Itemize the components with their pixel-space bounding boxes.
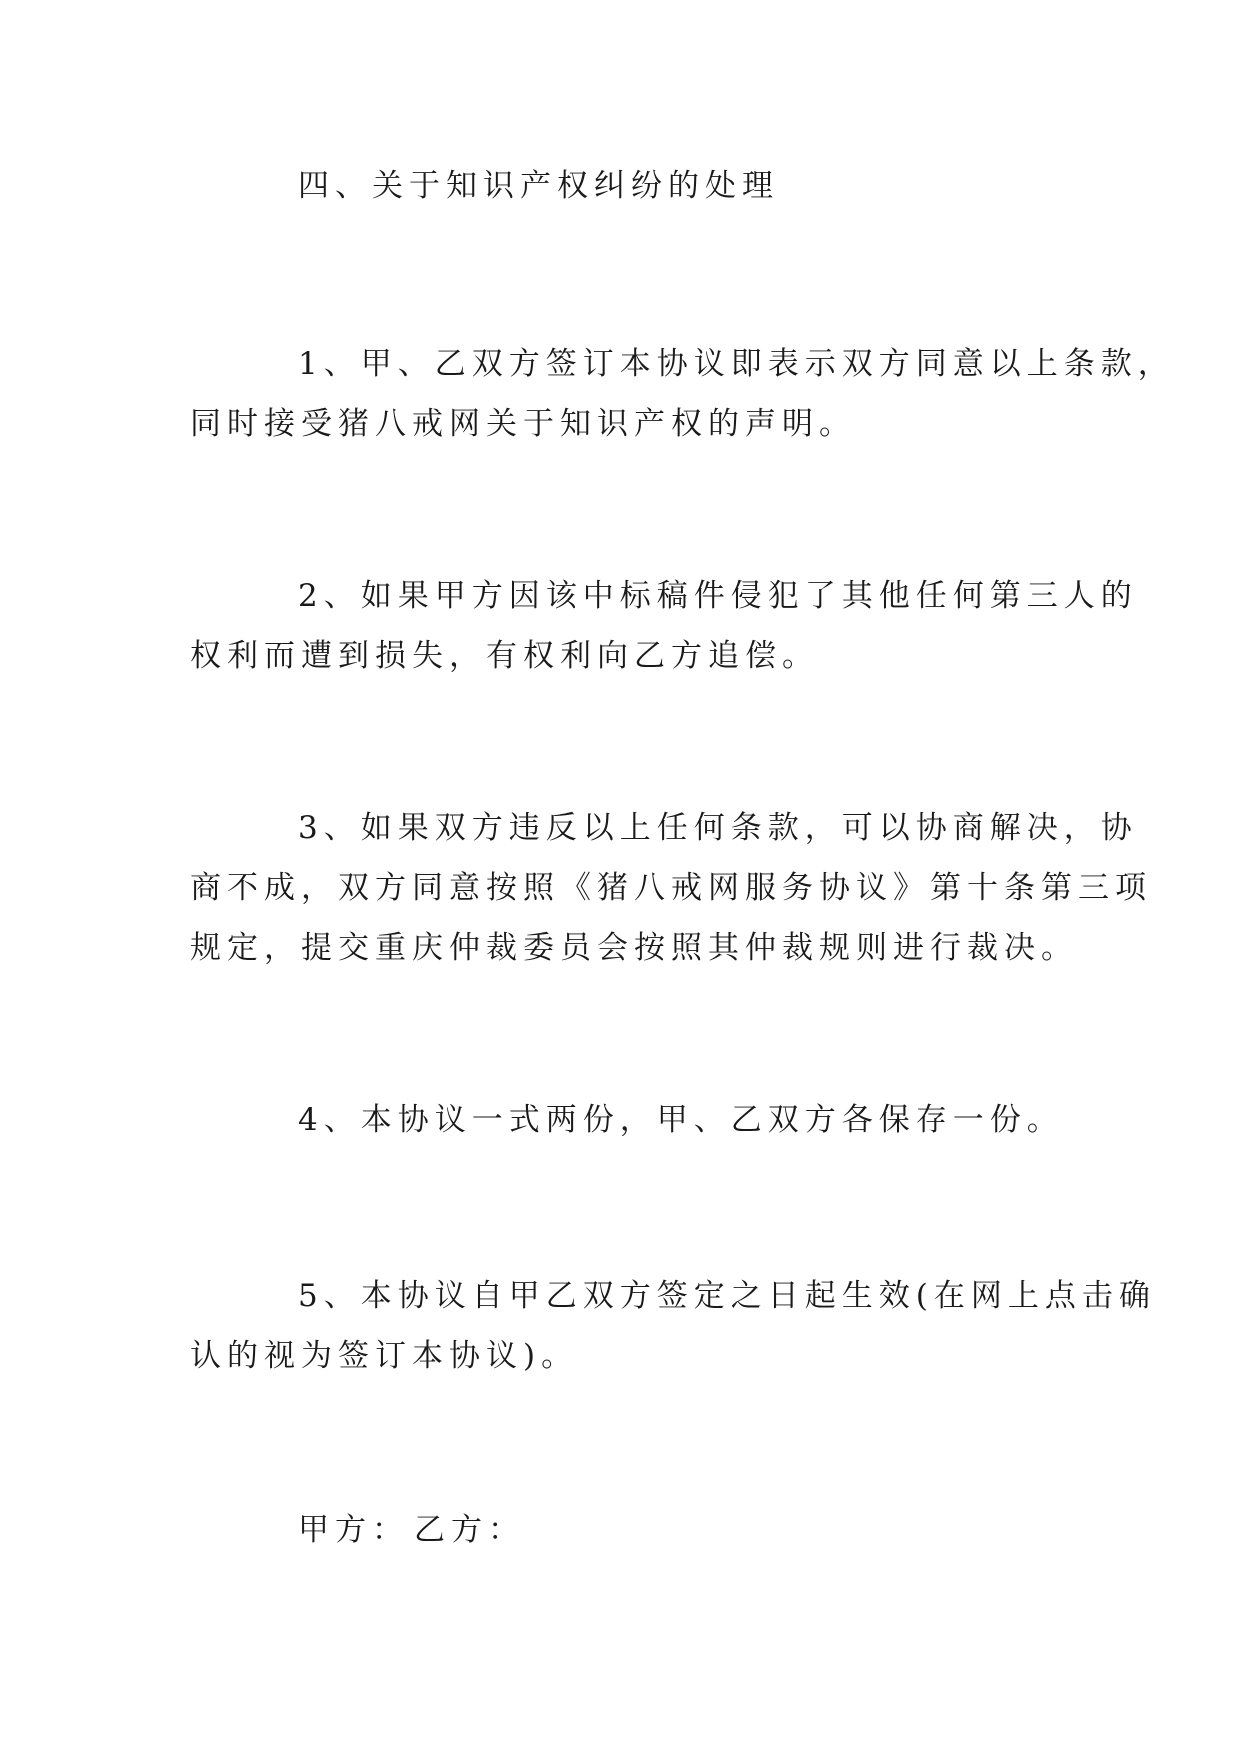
- clause-5-line-2: 认的视为签订本协议)。: [190, 1338, 579, 1374]
- clause-1-line-1: 1、甲、乙双方签订本协议即表示双方同意以上条款，: [298, 346, 1175, 382]
- party-a-label: 甲方：: [298, 1512, 409, 1548]
- clause-4-line-1: 4、本协议一式两份，甲、乙双方各保存一份。: [298, 1102, 1064, 1138]
- clause-2-line-1: 2、如果甲方因该中标稿件侵犯了其他任何第三人的: [298, 578, 1138, 614]
- clause-5-line-1: 5、本协议自甲乙双方签定之日起生效(在网上点击确: [298, 1278, 1156, 1314]
- section-heading: 四、关于知识产权纠纷的处理: [298, 168, 779, 204]
- party-b-label: 乙方：: [414, 1512, 525, 1548]
- clause-2-line-2: 权利而遭到损失，有权利向乙方追偿。: [190, 638, 819, 674]
- clause-3-line-2: 商不成，双方同意按照《猪八戒网服务协议》第十条第三项: [190, 870, 1152, 906]
- clause-3-line-3: 规定，提交重庆仲裁委员会按照其仲裁规则进行裁决。: [190, 930, 1078, 966]
- clause-1-line-2: 同时接受猪八戒网关于知识产权的声明。: [190, 406, 856, 442]
- clause-3-line-1: 3、如果双方违反以上任何条款，可以协商解决，协: [298, 810, 1138, 846]
